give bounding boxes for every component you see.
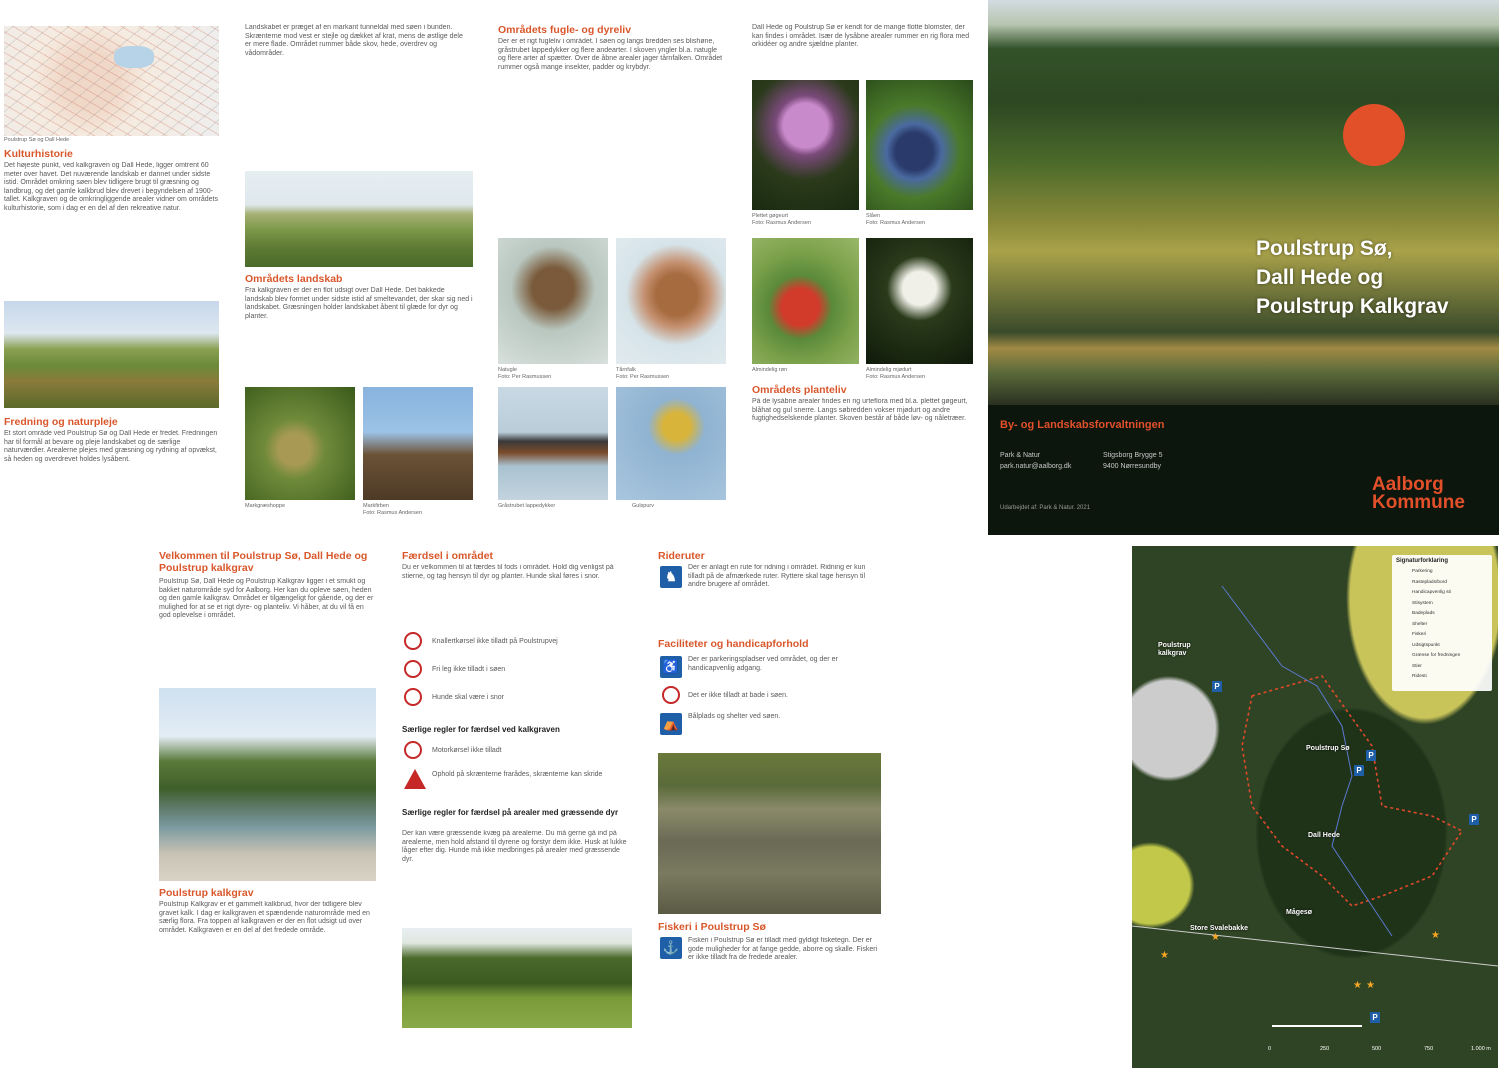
legend-list bbox=[1392, 567, 1492, 683]
legend-item: Udsigtspunkt bbox=[1412, 642, 1440, 648]
bird-caption-4: Gulspurv bbox=[632, 503, 655, 509]
rider-text: Der er anlagt en rute for ridning i området. Ridning er kun tilladt på de afmærkede ruter. Ryttere skal tage hensyn til andre brugere af området. bbox=[688, 564, 866, 589]
kulturhistorie-heading: Kulturhistorie bbox=[4, 148, 73, 160]
contact-right-1: Stigsborg Brygge 5 bbox=[1103, 452, 1163, 459]
lizard-photo bbox=[363, 387, 473, 500]
contact-left-1: Park & Natur bbox=[1000, 452, 1041, 459]
facil-item-1: Der er parkeringspladser ved området, og der er handicapvenlig adgang. bbox=[688, 656, 838, 672]
forest-path-photo bbox=[402, 928, 632, 1028]
kalkgrav-text: Poulstrup Kalkgrav er et gammelt kalkbrud, hvor der tidligere blev gravet kalk. I dag er kalkgraven et spændende naturområde med en særlig flora. Fra toppen af kalkgraven er der en flot udsigt ud over området. Kalkgraven er en del af det fredede område. bbox=[159, 901, 370, 934]
cover-title-line1: Poulstrup Sø, bbox=[1256, 237, 1393, 260]
fugle-heading: Områdets fugle- og dyreliv bbox=[498, 24, 632, 36]
viewpoint-star-icon: ★ bbox=[1366, 980, 1375, 991]
fredning-text: Et stort område ved Poulstrup Sø og Dall Hede er fredet. Fredningen har til formål at bevare og pleje landskabet og de særlige naturværdier. Arealerne plejes med græsning og rydning af opvækst, så heden og overdrevet holdes lysåbent. bbox=[4, 430, 218, 463]
wheelchair-icon: ♿ bbox=[660, 656, 682, 678]
aalborg-logo bbox=[1372, 476, 1465, 512]
flower-caption-1: Plettet gøgeurt Foto: Rasmus Andersen bbox=[752, 213, 812, 226]
bird-caption-1: Natugle Foto: Per Rasmussen bbox=[498, 367, 552, 380]
rowan-photo bbox=[752, 238, 859, 364]
shelter-icon: ⛺ bbox=[660, 713, 682, 735]
scale-label: 1.000 m bbox=[1471, 1046, 1491, 1052]
facil-item-2: Det er ikke tilladt at bade i søen. bbox=[688, 692, 788, 699]
landskab-text: Fra kalkgraven er der en flot udsigt over Dall Hede. Det bakkede landskab blev formet under sidste istid af smeltevandet, der skar sig ned i landskabet. Græsningen holder landskabet åbent til glæde for dyr og planter. bbox=[245, 287, 473, 320]
rule-3-text: Hunde skal være i snor bbox=[432, 694, 504, 701]
rider-heading: Rideruter bbox=[658, 550, 705, 562]
parking-marker-icon: P bbox=[1366, 750, 1376, 761]
lake-photo bbox=[159, 688, 376, 881]
kalkgrav-heading: Poulstrup kalkgrav bbox=[159, 887, 254, 899]
yellowhammer-photo bbox=[616, 387, 726, 500]
legend-item: Rasteplads/bord bbox=[1412, 579, 1447, 585]
kulturhistorie-text: Det højeste punkt, ved kalkgraven og Dall Hede, ligger omtrent 60 meter over havet. Det nuværende landskab er dannet under sidste istid. Området omkring søen blev tidligere brugt til græsning og landbrug, og det gamle kalkbrud blev drevet i begyndelsen af 1900-tallet. Kalkgraven og de omkringliggende arealer vidner om områdets kulturhistorie, som i dag er en del af den rekreative natur. bbox=[4, 162, 218, 212]
contact-right-2: 9400 Nørresundby bbox=[1103, 463, 1161, 470]
legend-title: Signaturforklaring bbox=[1396, 558, 1449, 564]
heath-landscape-photo bbox=[4, 301, 219, 408]
facil-heading: Faciliteter og handicapforhold bbox=[658, 638, 809, 650]
no-play-sign-icon bbox=[404, 660, 422, 678]
flower-caption-2: Slåen Foto: Rasmus Andersen bbox=[866, 213, 926, 226]
viewpoint-star-icon: ★ bbox=[1353, 980, 1362, 991]
col2-text: Landskabet er præget af en markant tunneldal med søen i bunden. Skrænterne mod vest er stejle og dækket af krat, mens de østlige dele er mere flade. Området rummer både skov, hede, overdrev og vådområder. bbox=[245, 24, 463, 57]
legend-item: Stier bbox=[1412, 663, 1422, 669]
map-label-kalkgrav: Poulstrup kalkgrav bbox=[1158, 642, 1191, 657]
scale-label: 750 bbox=[1424, 1046, 1434, 1052]
fredning-heading: Fredning og naturpleje bbox=[4, 416, 118, 428]
map-label-svalebakke: Store Svalebakke bbox=[1190, 925, 1248, 932]
legend-item: Parkering bbox=[1412, 569, 1433, 574]
insect-caption-2: Markfirben Foto: Rasmus Andersen bbox=[363, 503, 423, 516]
fugle-text: Der er et rigt fugleliv i området. I søen og langs bredden ses blishøne, gråstrubet lappedykker og flere andearter. I skoven yngler bl.a. natugle og flere arter af spætter. Over de åbne arealer jager tårnfalken. Området rummer også mange insekter, padder og krybdyr. bbox=[498, 38, 723, 71]
scale-label: 0 bbox=[1268, 1046, 1272, 1052]
legend-item: Grænse for fredningen bbox=[1412, 653, 1461, 658]
no-swimming-icon bbox=[662, 686, 680, 704]
legend-item: Handicapvenlig sti bbox=[1412, 590, 1451, 595]
kalk-rules-heading: Særlige regler for færdsel ved kalkgraven bbox=[402, 725, 560, 734]
logo-line1: Aalborg bbox=[1372, 474, 1444, 495]
map-label-dall-hede: Dall Hede bbox=[1308, 832, 1340, 839]
legend-item: Shelter bbox=[1412, 621, 1428, 627]
cover-title bbox=[1256, 234, 1449, 321]
rule-2-text: Fri leg ikke tilladt i søen bbox=[432, 666, 506, 673]
grasshopper-photo bbox=[245, 387, 355, 500]
legend-item: Badeplads bbox=[1412, 611, 1435, 616]
dog-leash-sign-icon bbox=[404, 688, 422, 706]
topo-map-image bbox=[4, 26, 219, 136]
parking-marker-icon: P bbox=[1370, 1012, 1380, 1023]
graes-heading: Særlige regler for færdsel på arealer med græssende dyr bbox=[402, 808, 619, 817]
children-fishing-photo bbox=[658, 753, 881, 914]
parking-marker-icon: P bbox=[1212, 681, 1222, 692]
cover-contact-right bbox=[1103, 450, 1163, 472]
map-legend bbox=[1392, 555, 1492, 691]
no-motor-sign-icon bbox=[404, 741, 422, 759]
coat-of-arms-icon bbox=[1343, 104, 1405, 166]
faerdsel-text: Du er velkommen til at færdes til fods i området. Hold dig venligst på stierne, og tag hensyn til dyr og planter. Hunde skal føres i snor. bbox=[402, 564, 614, 580]
owl-photo bbox=[498, 238, 608, 364]
dall-hede-photo bbox=[245, 171, 473, 267]
parking-marker-icon: P bbox=[1354, 765, 1364, 776]
cover-title-line3: Poulstrup Kalkgrav bbox=[1256, 295, 1449, 318]
cover-contact-left bbox=[1000, 450, 1071, 472]
meadowsweet-photo bbox=[866, 238, 973, 364]
viewpoint-star-icon: ★ bbox=[1211, 932, 1220, 943]
fisk-heading: Fiskeri i Poulstrup Sø bbox=[658, 921, 766, 933]
scale-label: 250 bbox=[1320, 1046, 1330, 1052]
kalk-rule-1-text: Motorkørsel ikke tilladt bbox=[432, 747, 502, 754]
legend-item: Ridesti bbox=[1412, 674, 1427, 679]
map-label-poulstrup-so: Poulstrup Sø bbox=[1306, 745, 1350, 752]
fisk-text: Fiskeri i Poulstrup Sø er tilladt med gyldigt fisketegn. Der er gode muligheder for at fange gedde, aborre og skalle. Fiskeri er ikke tilladt fra de fredede arealer. bbox=[688, 937, 878, 962]
cover-footer-note: Udarbejdet af: Park & Natur. 2021 bbox=[1000, 505, 1091, 511]
plante-heading: Områdets planteliv bbox=[752, 384, 847, 396]
page3-intro-text: Dall Hede og Poulstrup Sø er kendt for de mange flotte blomster, der kan findes i området. Især de lysåbne arealer rummer en rig flora med orkidéer og andre sjældne planter. bbox=[752, 24, 970, 49]
cover-photo bbox=[988, 0, 1499, 405]
bird-caption-2: Tårnfalk Foto: Per Rasmussen bbox=[616, 367, 670, 380]
insect-caption-1: Markgræshoppe bbox=[245, 503, 286, 509]
kalk-rule-2-text: Ophold på skrænterne frarådes, skrænterne kan skride bbox=[432, 771, 603, 778]
flower-caption-4: Almindelig mjødurt Foto: Rasmus Andersen bbox=[866, 367, 926, 380]
faerdsel-heading: Færdsel i området bbox=[402, 550, 494, 562]
bird-caption-3: Gråstrubet lappedykker bbox=[498, 503, 556, 509]
landskab-heading: Områdets landskab bbox=[245, 273, 343, 285]
velkommen-heading: Velkommen til Poulstrup Sø, Dall Hede og Poulstrup kalkgrav bbox=[159, 550, 368, 574]
viewpoint-star-icon: ★ bbox=[1431, 930, 1440, 941]
map-label-magesoe: Mågesø bbox=[1286, 909, 1313, 916]
no-moped-sign-icon bbox=[404, 632, 422, 650]
rule-1-text: Knallertkørsel ikke tilladt på Poulstrupvej bbox=[432, 638, 558, 645]
facil-item-3: Bålplads og shelter ved søen. bbox=[688, 713, 781, 720]
logo-line2: Kommune bbox=[1372, 492, 1465, 513]
map-caption: Poulstrup Sø og Dall Hede bbox=[4, 137, 70, 143]
kestrel-photo bbox=[616, 238, 726, 364]
cover-dept: By- og Landskabsforvaltningen bbox=[1000, 419, 1165, 431]
flower-caption-3: Almindelig røn bbox=[752, 367, 788, 373]
velkommen-text: Poulstrup Sø, Dall Hede og Poulstrup Kalkgrav ligger i et smukt og bakket naturområde syd for Aalborg. Her kan du opleve søen, heden og den gamle kalkgrav. Området er tilgængeligt for gående, og der er mulighed for at se et rigt dyre- og planteliv. Vi håber, at du vil få en god oplevelse i området. bbox=[159, 578, 374, 620]
fishing-icon: ⚓ bbox=[660, 937, 682, 959]
warning-slope-sign-icon bbox=[404, 769, 426, 789]
grebe-photo bbox=[498, 387, 608, 500]
graes-text: Der kan være græssende kvæg på arealerne. Du må gerne gå ind på arealerne, men hold afstand til dyrene og forstyr dem ikke. Husk at lukke låger efter dig. Hunde må ikke medbringes på arealer med græssende dyr. bbox=[402, 830, 627, 863]
legend-item: Stisystem bbox=[1412, 600, 1433, 606]
scale-label: 500 bbox=[1372, 1046, 1382, 1052]
parking-marker-icon: P bbox=[1469, 814, 1479, 825]
viewpoint-star-icon: ★ bbox=[1160, 950, 1169, 961]
plante-text: På de lysåbne arealer findes en rig urteflora med bl.a. plettet gøgeurt, blåhat og gul snerre. Langs søbredden vokser mjødurt og andre fugtighedselskende planter. Skoven består af både løv- og nåletræer. bbox=[752, 398, 968, 423]
orchid-photo bbox=[752, 80, 859, 210]
sloe-photo bbox=[866, 80, 973, 210]
cover-title-line2: Dall Hede og bbox=[1256, 266, 1384, 289]
horse-riding-icon: ♞ bbox=[660, 566, 682, 588]
legend-item: Fiskeri bbox=[1412, 632, 1427, 637]
contact-left-2: park.natur@aalborg.dk bbox=[1000, 463, 1072, 470]
